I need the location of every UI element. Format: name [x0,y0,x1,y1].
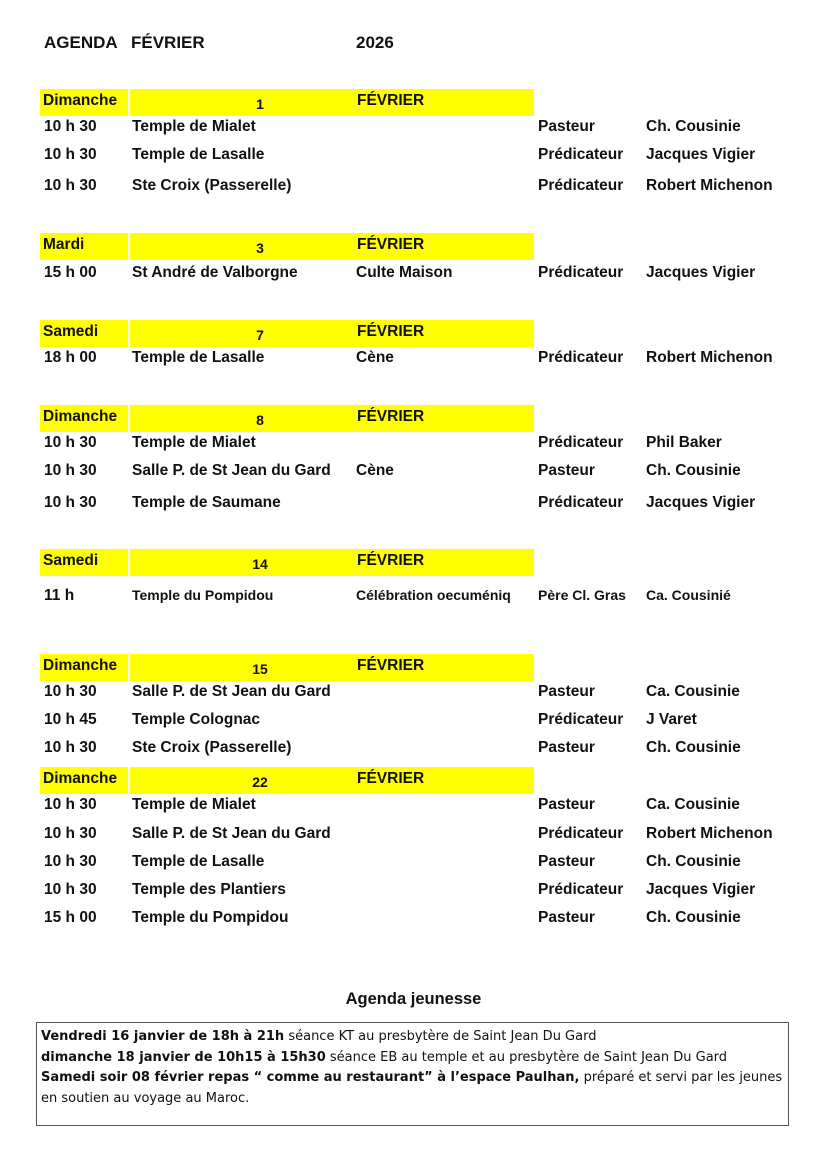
service-role: Prédicateur [538,177,624,194]
service-person: Robert Michenon [646,349,773,366]
header-day: 7 [130,320,390,347]
service-row [0,711,827,735]
service-row [0,909,827,933]
service-row [0,739,827,763]
header-month: FÉVRIER [354,89,534,116]
service-row [0,881,827,905]
service-person: Ch. Cousinie [646,909,741,926]
service-row [0,434,827,458]
service-place: Temple de Mialet [132,118,256,135]
service-place: Temple de Lasalle [132,853,265,870]
service-note: Célébration oecuméniq [356,587,511,603]
service-role: Pasteur [538,118,595,135]
service-row [0,146,827,170]
service-place: Temple de Mialet [132,434,256,451]
service-row [0,177,827,201]
day-header [40,767,534,794]
service-row [0,349,827,373]
service-person: Robert Michenon [646,825,773,842]
header-weekday: Samedi [40,320,128,347]
service-person: Jacques Vigier [646,146,756,163]
agenda-label: AGENDA [44,33,118,52]
service-time: 10 h 30 [44,825,97,842]
service-place: Temple de Lasalle [132,146,265,163]
day-header [40,405,534,432]
service-person: Ch. Cousinie [646,739,741,756]
header-weekday: Mardi [40,233,128,260]
service-time: 10 h 30 [44,739,97,756]
service-time: 10 h 30 [44,881,97,898]
service-time: 15 h 00 [44,264,97,281]
day-header [40,654,534,681]
service-person: J Varet [646,711,697,728]
service-role: Prédicateur [538,881,624,898]
service-row [0,494,827,518]
youth-section-title: Agenda jeunesse [345,990,482,1008]
service-person: Ca. Cousinie [646,683,740,700]
service-person: Ca. Cousinié [646,587,731,603]
service-role: Prédicateur [538,146,624,163]
service-role: Pasteur [538,853,595,870]
header-day: 3 [130,233,390,260]
youth-line: dimanche 18 janvier de 10h15 à 15h30 séance EB au temple et au presbytère de Saint Jean Du Gard [41,1049,728,1065]
header-weekday: Samedi [40,549,128,576]
service-person: Ca. Cousinie [646,796,740,813]
service-role: Pasteur [538,796,595,813]
service-row [0,683,827,707]
service-time: 15 h 00 [44,909,97,926]
header-day: 15 [130,654,390,681]
service-place: Ste Croix (Passerelle) [132,739,292,756]
service-place: Temple de Saumane [132,494,281,511]
header-month: FÉVRIER [354,654,534,681]
service-note: Cène [356,462,394,479]
service-place: Temple des Plantiers [132,881,286,898]
header-day: 14 [130,549,390,576]
service-place: Salle P. de St Jean du Gard [132,825,331,842]
youth-line: Vendredi 16 janvier de 18h à 21h séance KT au presbytère de Saint Jean Du Gard [41,1029,597,1044]
service-place: Temple du Pompidou [132,587,274,603]
service-person: Robert Michenon [646,177,773,194]
service-time: 10 h 30 [44,146,97,163]
youth-box [36,1022,789,1126]
service-role: Prédicateur [538,434,624,451]
service-person: Ch. Cousinie [646,853,741,870]
service-time: 10 h 45 [44,711,97,728]
service-person: Jacques Vigier [646,264,756,281]
header-month: FÉVRIER [354,233,534,260]
service-row [0,264,827,288]
day-header [40,89,534,116]
header-month: FÉVRIER [354,320,534,347]
header-month: FÉVRIER [354,767,534,794]
service-role: Pasteur [538,739,595,756]
day-header [40,233,534,260]
service-row [0,853,827,877]
service-row [0,118,827,142]
service-role: Prédicateur [538,264,624,281]
service-place: Salle P. de St Jean du Gard [132,683,331,700]
service-time: 11 h [44,587,75,604]
service-person: Ch. Cousinie [646,118,741,135]
service-person: Jacques Vigier [646,494,756,511]
service-place: Temple de Mialet [132,796,256,813]
service-time: 10 h 30 [44,462,97,479]
service-place: Temple Colognac [132,711,261,728]
header-day: 1 [130,89,390,116]
service-role: Prédicateur [538,711,624,728]
service-person: Ch. Cousinie [646,462,741,479]
service-place: Salle P. de St Jean du Gard [132,462,331,479]
service-time: 10 h 30 [44,494,97,511]
service-role: Pasteur [538,683,595,700]
service-place: St André de Valborgne [132,264,298,281]
service-time: 10 h 30 [44,118,97,135]
service-time: 10 h 30 [44,683,97,700]
day-header [40,549,534,576]
service-place: Temple du Pompidou [132,909,289,926]
agenda-month: FÉVRIER [131,33,205,52]
header-weekday: Dimanche [40,654,128,681]
service-role: Pasteur [538,909,595,926]
header-month: FÉVRIER [354,405,534,432]
service-role: Pasteur [538,462,595,479]
service-person: Phil Baker [646,434,722,451]
service-role: Père Cl. Gras [538,587,626,603]
service-row [0,825,827,849]
service-time: 10 h 30 [44,796,97,813]
service-row [0,796,827,820]
service-person: Jacques Vigier [646,881,756,898]
service-note: Cène [356,349,394,366]
service-row [0,587,827,611]
header-weekday: Dimanche [40,405,128,432]
header-day: 8 [130,405,390,432]
service-time: 10 h 30 [44,853,97,870]
service-time: 10 h 30 [44,177,97,194]
service-role: Prédicateur [538,349,624,366]
service-place: Ste Croix (Passerelle) [132,177,292,194]
service-time: 18 h 00 [44,349,97,366]
service-role: Prédicateur [538,825,624,842]
service-role: Prédicateur [538,494,624,511]
service-row [0,462,827,486]
youth-line: Samedi soir 08 février repas “ comme au restaurant” à l’espace Paulhan, préparé et servi par les jeunes en soutien au voyage au Maroc. [41,1070,783,1106]
header-month: FÉVRIER [354,549,534,576]
service-place: Temple de Lasalle [132,349,265,366]
service-time: 10 h 30 [44,434,97,451]
agenda-year: 2026 [356,33,394,52]
day-header [40,320,534,347]
header-day: 22 [130,767,390,794]
header-weekday: Dimanche [40,767,128,794]
service-note: Culte Maison [356,264,453,281]
header-weekday: Dimanche [40,89,128,116]
